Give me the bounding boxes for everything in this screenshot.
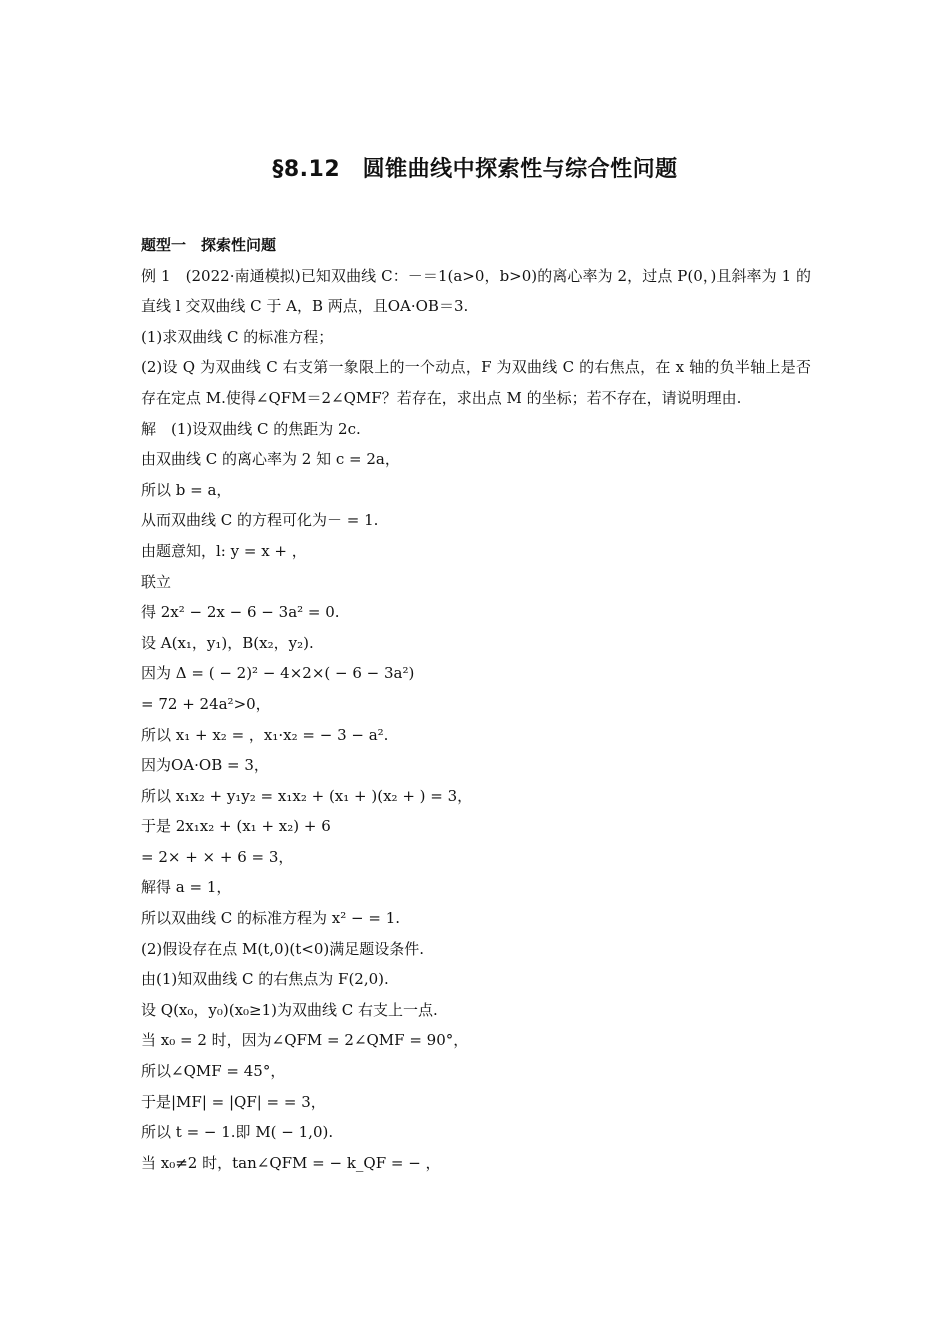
text-line: 由(1)知双曲线 C 的右焦点为 F(2,0). [141, 970, 389, 989]
text-line: 联立 [141, 572, 172, 591]
text-line: 于是 2x₁x₂ + (x₁ + x₂) + 6 [141, 817, 331, 836]
text-line: 得 2x² − 2x − 6 − 3a² = 0. [141, 603, 340, 622]
text-line: 解 (1)设双曲线 C 的焦距为 2c. [141, 419, 361, 438]
text-line: 由双曲线 C 的离心率为 2 知 c = 2a， [141, 450, 400, 469]
text-line: 当 x₀ = 2 时，因为∠QFM = 2∠QMF = 90°， [141, 1031, 469, 1050]
text-line: 从而双曲线 C 的方程可化为－ = 1. [141, 511, 379, 530]
text-line: 由题意知，l: y = x + ， [141, 541, 307, 560]
text-line: 因为 Δ = ( − 2)² − 4×2×( − 6 − 3a²) [141, 664, 415, 683]
page-title: §8.12 圆锥曲线中探索性与综合性问题 [272, 157, 678, 182]
text-line: 例 1 (2022·南通模拟)已知双曲线 C：－＝1(a>0，b>0)的离心率为 2，过点 P(0，)且斜率为 1 的直线 l 交双曲线 C 于 A，B 两点，且OA·OB＝3. [141, 266, 811, 316]
text-line: 因为OA·OB = 3， [141, 756, 269, 775]
text-line: (2)设 Q 为双曲线 C 右支第一象限上的一个动点，F 为双曲线 C 的右焦点，在 x 轴的负半轴上是否存在定点 M.使得∠QFM＝2∠QMF？若存在，求出点 M 的坐标；若不存在，请说明理由. [141, 358, 811, 407]
text-line: 所以 x₁ + x₂ = ，x₁·x₂ = − 3 − a². [141, 725, 389, 744]
text-line: 设 A(x₁，y₁)，B(x₂，y₂). [141, 633, 314, 652]
text-line: 所以 t = − 1.即 M( − 1,0). [141, 1123, 334, 1142]
text-line: 当 x₀≠2 时，tan∠QFM = − k_QF = − ， [141, 1153, 441, 1172]
text-line: (2)假设存在点 M(t,0)(t<0)满足题设条件. [141, 939, 425, 958]
text-line: 所以双曲线 C 的标准方程为 x² − = 1. [141, 909, 401, 928]
text-line: (1)求双曲线 C 的标准方程； [141, 327, 334, 346]
text-line: 设 Q(x₀，y₀)(x₀≥1)为双曲线 C 右支上一点. [141, 1000, 438, 1019]
text-line: 解得 a = 1， [141, 878, 232, 897]
document-body [141, 230, 811, 1178]
text-line: 所以 x₁x₂ + y₁y₂ = x₁x₂ + (x₁ + )(x₂ + ) = 3， [141, 786, 473, 805]
text-line: 于是|MF| = |QF| = = 3， [141, 1092, 326, 1111]
text-line: = 2× + × + 6 = 3， [141, 847, 294, 866]
text-line: 所以 b = a， [141, 480, 232, 499]
text-line: = 72 + 24a²>0， [141, 694, 271, 713]
text-line: 所以∠QMF = 45°， [141, 1062, 286, 1081]
section-heading: 题型一 探索性问题 [141, 236, 277, 254]
